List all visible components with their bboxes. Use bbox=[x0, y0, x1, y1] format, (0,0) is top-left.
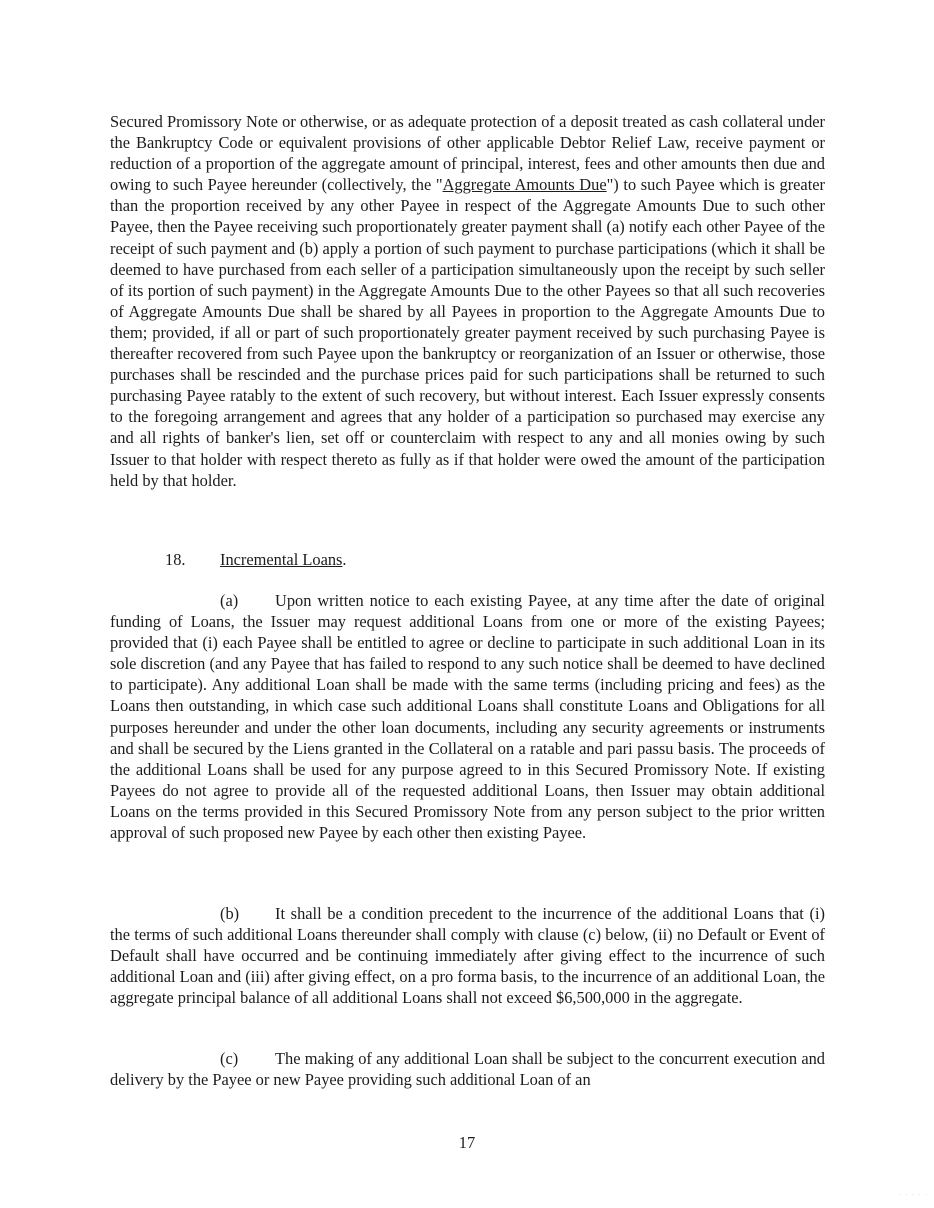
subsection-b-label: (b) bbox=[220, 904, 240, 923]
page-number: 17 bbox=[458, 1133, 476, 1152]
subsection-b-text: It shall be a condition precedent to the incurrence of the additional Loans that (i) the terms of such additional Loans thereunder shall comply with clause (c) below, (ii) no Default or Event of Default shall have occurred and be continuing immediately after giving effect to the incurrence of such additional Loan and (iii) after giving effect, on a pro forma basis, to the incurrence of an additional Loan, the aggregate principal balance of all additional Loans shall not exceed $6,500,000 in the aggregate. bbox=[110, 904, 825, 1008]
section-number: 18. bbox=[165, 550, 186, 569]
subsection-c bbox=[110, 1048, 825, 1090]
subsection-b bbox=[110, 903, 825, 1008]
subsection-c-text: The making of any additional Loan shall be subject to the concurrent execution and delivery by the Payee or new Payee providing such additional Loan of an bbox=[110, 1049, 825, 1090]
section-title-suffix: . bbox=[342, 550, 347, 569]
subsection-a-text: Upon written notice to each existing Payee, at any time after the date of original funding of Loans, the Issuer may request additional Loans from one or more of the existing Payees; provided that (i) each Payee shall be entitled to agree or decline to participate in such additional Loan in its sole discretion (and any Payee that has failed to respond to any such notice shall be deemed to have declined to participate). Any additional Loan shall be made with the same terms (including pricing and fees) as the Loans then outstanding, in which case such additional Loans shall constitute Loans and Obligations for all purposes hereunder and under the other loan documents, including any security agreements or instruments and shall be secured by the Liens granted in the Collateral on a ratable and pari passu basis. The proceeds of the additional Loans shall be used for any purpose agreed to in this Secured Promissory Note. If existing Payees do not agree to provide all of the requested additional Loans, then Issuer may obtain additional Loans on the terms provided in this Secured Promissory Note from any person subject to the prior written approval of such proposed new Payee by each other then existing Payee. bbox=[110, 591, 825, 843]
continuation-text-before: Secured Promissory Note or otherwise, or as adequate protection of a deposit treated as cash collateral under the Bankruptcy Code or equivalent provisions of other applicable Debtor Relief Law, receive payment or reduction of a proportion of the aggregate amount of principal, interest, fees and other amounts then due and owing to such Payee hereunder (collectively, the " bbox=[110, 112, 825, 195]
continuation-text-after: ") to such Payee which is greater than the proportion received by any other Payee in respect of the Aggregate Amounts Due to such other Payee, then the Payee receiving such proportionately greater payment shall (a) notify each other Payee of the receipt of such payment and (b) apply a portion of such payment to purchase participations (which it shall be deemed to have purchased from each seller of a participation simultaneously upon the receipt by such seller of its portion of such payment) in the Aggregate Amounts Due to the other Payees so that all such recoveries of Aggregate Amounts Due shall be shared by all Payees in proportion to the Aggregate Amounts Due to them; provided, if all or part of such proportionately greater payment received by such purchasing Payee is thereafter recovered from such Payee upon the bankruptcy or reorganization of an Issuer or otherwise, those purchases shall be rescinded and the purchase prices paid for such participations shall be returned to such purchasing Payee ratably to the extent of such recovery, but without interest. Each Issuer expressly consents to the foregoing arrangement and agrees that any holder of a participation so purchased may exercise any and all rights of banker's lien, set off or counterclaim with respect to any and all monies owing by such Issuer to that holder with respect thereto as fully as if that holder were owed the amount of the participation held by that holder. bbox=[110, 175, 825, 490]
subsection-a-label: (a) bbox=[220, 591, 239, 610]
defined-term-aggregate-amounts-due: Aggregate Amounts Due bbox=[442, 175, 607, 195]
corner-watermark: · · · · · bbox=[898, 1190, 928, 1199]
section-heading bbox=[165, 549, 347, 570]
section-title: Incremental Loans bbox=[220, 550, 343, 569]
continuation-paragraph bbox=[110, 111, 825, 491]
subsection-c-label: (c) bbox=[220, 1049, 239, 1068]
subsection-a bbox=[110, 590, 825, 843]
